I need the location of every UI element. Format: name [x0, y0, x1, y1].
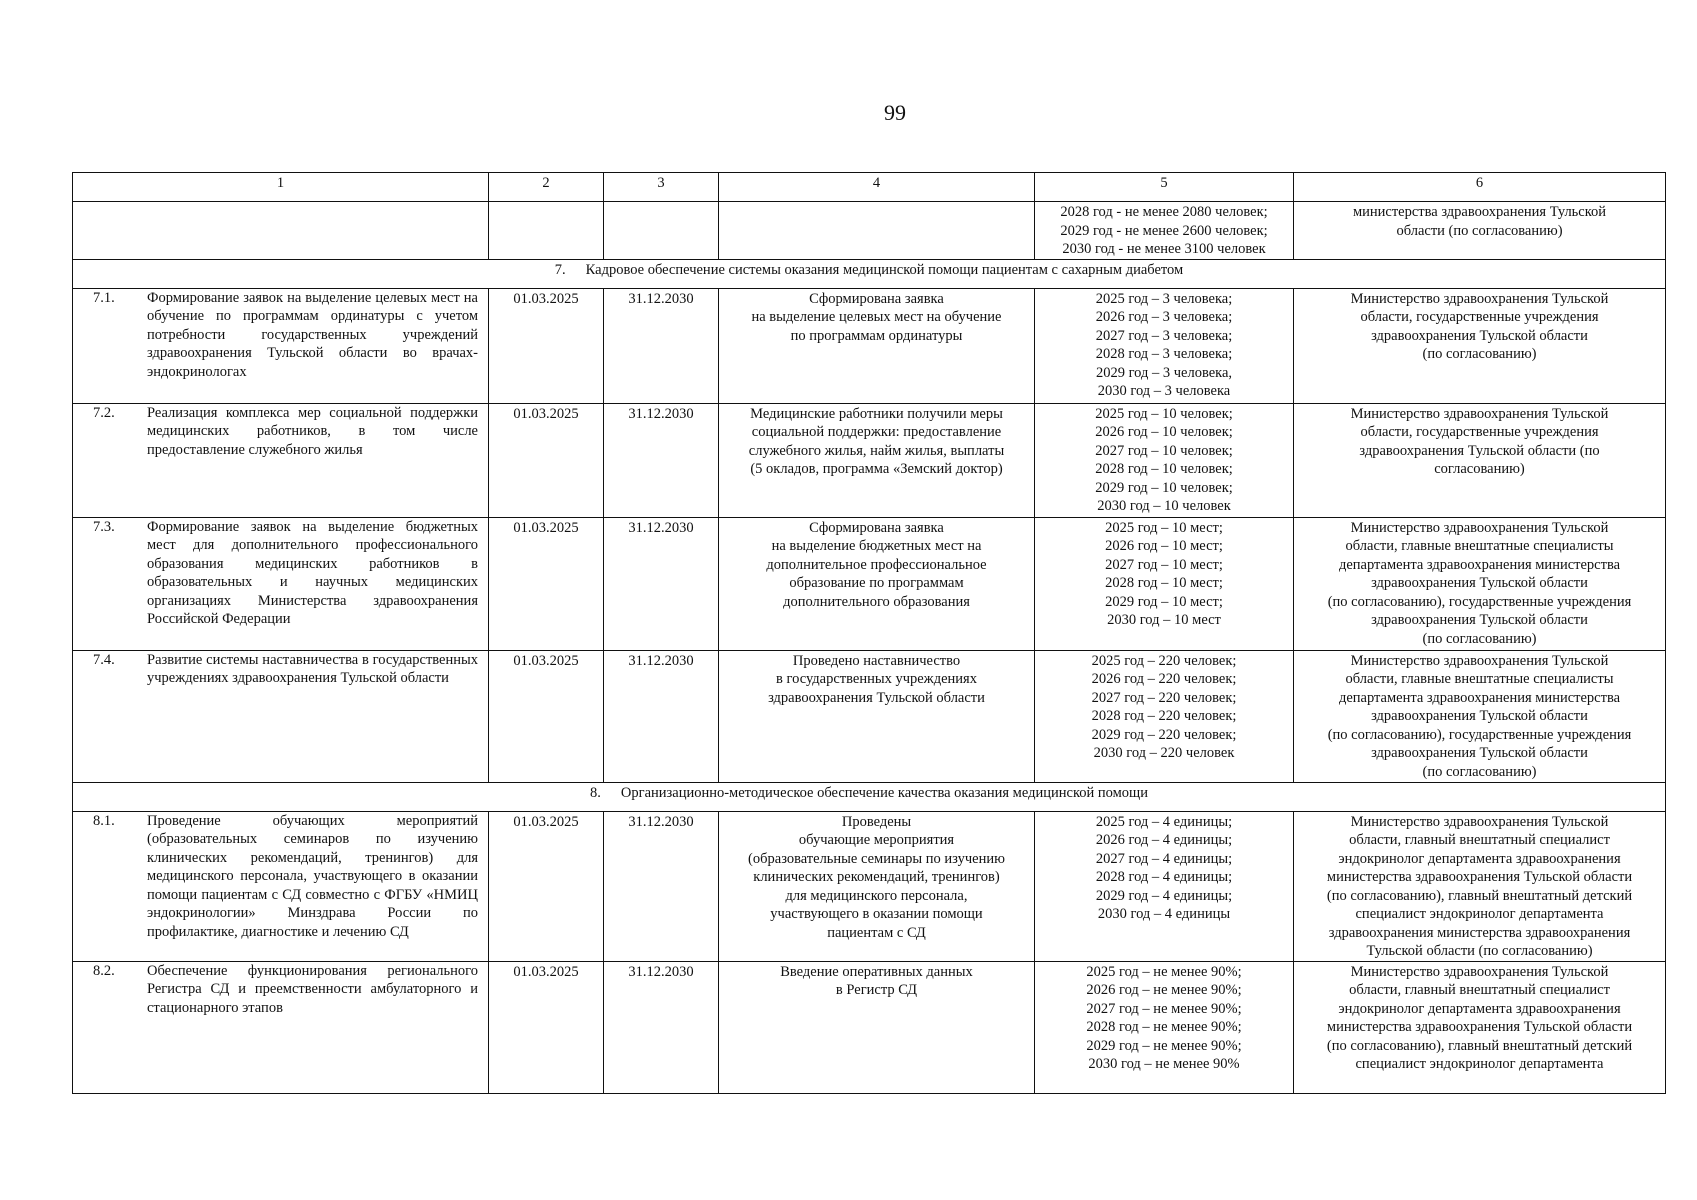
start-date: 01.03.2025 — [489, 403, 604, 517]
header-cell: 5 — [1035, 173, 1294, 202]
responsible-cell: Министерство здравоохранения Тульской области, главные внештатные специалисты департамента здравоохранения министерства здравоохранения Тульской области (по согласованию), государственные учреждения здравоохранения Тульской области (по согласованию) — [1294, 650, 1666, 782]
table-row — [73, 811, 1666, 961]
continuation-row — [73, 202, 1666, 260]
section-title: Кадровое обеспечение системы оказания медицинской помощи пациентам с сахарным диабетом — [585, 261, 1184, 278]
row-number: 7.1. — [93, 289, 115, 306]
section-number: 7. — [554, 261, 566, 278]
header-cell: 6 — [1294, 173, 1666, 202]
header-cell: 2 — [489, 173, 604, 202]
responsible-cell: Министерство здравоохранения Тульской области, государственные учреждения здравоохранения Тульской области (по согласованию) — [1294, 288, 1666, 403]
responsible-cell: Министерство здравоохранения Тульской области, государственные учреждения здравоохранения Тульской области (по согласованию) — [1294, 403, 1666, 517]
targets-cell: 2025 год – 10 человек; 2026 год – 10 человек; 2027 год – 10 человек; 2028 год – 10 человек; 2029 год – 10 человек; 2030 год – 10 человек — [1035, 403, 1294, 517]
start-date: 01.03.2025 — [489, 650, 604, 782]
table-row — [73, 961, 1666, 1093]
row-number: 7.2. — [93, 404, 115, 421]
targets-cell: 2025 год – 220 человек; 2026 год – 220 человек; 2027 год – 220 человек; 2028 год – 220 человек; 2029 год – 220 человек; 2030 год – 220 человек — [1035, 650, 1294, 782]
row-number: 8.2. — [93, 962, 115, 979]
end-date: 31.12.2030 — [604, 517, 719, 650]
header-cell: 1 — [73, 173, 489, 202]
targets-cell: 2025 год – не менее 90%; 2026 год – не менее 90%; 2027 год – не менее 90%; 2028 год – не менее 90%; 2029 год – не менее 90%; 2030 год – не менее 90% — [1035, 961, 1294, 1093]
result-cell: Сформирована заявка на выделение бюджетных мест на дополнительное профессиональное образование по программам дополнительного образования — [719, 517, 1035, 650]
end-date: 31.12.2030 — [604, 650, 719, 782]
section-row — [73, 259, 1666, 288]
measure-description: Обеспечение функционирования регионального Регистра СД и преемственности амбулаторного и стационарного этапов — [147, 962, 478, 1016]
result-cell: Проведено наставничество в государственных учреждениях здравоохранения Тульской области — [719, 650, 1035, 782]
table-row — [73, 650, 1666, 782]
start-date: 01.03.2025 — [489, 811, 604, 961]
section-number: 8. — [590, 784, 601, 801]
start-date: 01.03.2025 — [489, 961, 604, 1093]
targets-cell: 2025 год – 10 мест; 2026 год – 10 мест; 2027 год – 10 мест; 2028 год – 10 мест; 2029 год – 10 мест; 2030 год – 10 мест — [1035, 517, 1294, 650]
responsible-cell: Министерство здравоохранения Тульской области, главный внештатный специалист эндокринолог департамента здравоохранения министерства здравоохранения Тульской области (по согласованию), главный внештатный детский специалист эндокринолог департамента — [1294, 961, 1666, 1093]
result-cell: Проведены обучающие мероприятия (образовательные семинары по изучению клинических рекомендаций, тренингов) для медицинского персонала, участвующего в оказании помощи пациентам с СД — [719, 811, 1035, 961]
measure-description: Формирование заявок на выделение бюджетных мест для дополнительного профессионального образования медицинских работников в образовательных и научных медицинских организациях Министерства здравоохранения Российской Федерации — [147, 518, 478, 627]
table-row — [73, 403, 1666, 517]
end-date: 31.12.2030 — [604, 403, 719, 517]
targets-cell: 2025 год – 3 человека; 2026 год – 3 человека; 2027 год – 3 человека; 2028 год – 3 человека; 2029 год – 3 человека, 2030 год – 3 человека — [1035, 288, 1294, 403]
start-date: 01.03.2025 — [489, 517, 604, 650]
row-number: 7.4. — [93, 651, 115, 668]
targets-cell: 2028 год - не менее 2080 человек; 2029 год - не менее 2600 человек; 2030 год - не менее 3100 человек — [1035, 202, 1294, 260]
targets-cell: 2025 год – 4 единицы; 2026 год – 4 единицы; 2027 год – 4 единицы; 2028 год – 4 единицы; 2029 год – 4 единицы; 2030 год – 4 единицы — [1035, 811, 1294, 961]
header-cell: 4 — [719, 173, 1035, 202]
page-number: 99 — [884, 100, 906, 125]
row-number: 7.3. — [93, 518, 115, 535]
responsible-cell: министерства здравоохранения Тульской области (по согласованию) — [1294, 202, 1666, 260]
result-cell: Введение оперативных данных в Регистр СД — [719, 961, 1035, 1093]
result-cell: Сформирована заявка на выделение целевых мест на обучение по программам ординатуры — [719, 288, 1035, 403]
start-date: 01.03.2025 — [489, 288, 604, 403]
measure-description: Проведение обучающих мероприятий (образовательных семинаров по изучению клинических рекомендаций, тренингов) для медицинского персонала, участвующего в оказании помощи пациентам с СД совместно с ФГБУ «НМИЦ эндокринологии» Минздрава России по профилактике, диагностике и лечению СД — [147, 812, 478, 940]
table-row — [73, 517, 1666, 650]
end-date: 31.12.2030 — [604, 288, 719, 403]
section-title: Организационно-методическое обеспечение качества оказания медицинской помощи — [620, 784, 1148, 801]
responsible-cell: Министерство здравоохранения Тульской области, главные внештатные специалисты департамента здравоохранения министерства здравоохранения Тульской области (по согласованию), государственные учреждения здравоохранения Тульской области (по согласованию) — [1294, 517, 1666, 650]
measure-description: Реализация комплекса мер социальной поддержки медицинских работников, в том числе предоставление служебного жилья — [147, 404, 478, 458]
result-cell: Медицинские работники получили меры социальной поддержки: предоставление служебного жилья, найм жилья, выплаты (5 окладов, программа «Земский доктор) — [719, 403, 1035, 517]
end-date: 31.12.2030 — [604, 811, 719, 961]
measure-description: Развитие системы наставничества в государственных учреждениях здравоохранения Тульской области — [147, 651, 478, 686]
end-date: 31.12.2030 — [604, 961, 719, 1093]
measure-description: Формирование заявок на выделение целевых мест на обучение по программам ординатуры с учетом потребности государственных учреждений здравоохранения Тульской области во врачах-эндокринологах — [147, 289, 478, 380]
table-row — [73, 288, 1666, 403]
measures-table — [72, 172, 1666, 1094]
header-row — [73, 173, 1666, 202]
header-cell: 3 — [604, 173, 719, 202]
responsible-cell: Министерство здравоохранения Тульской области, главный внештатный специалист эндокринолог департамента здравоохранения министерства здравоохранения Тульской области (по согласованию), главный внештатный детский специалист эндокринолог департамента здравоохранения министерства здравоохранения Тульской области (по согласованию) — [1294, 811, 1666, 961]
section-row — [73, 782, 1666, 811]
row-number: 8.1. — [93, 812, 115, 829]
